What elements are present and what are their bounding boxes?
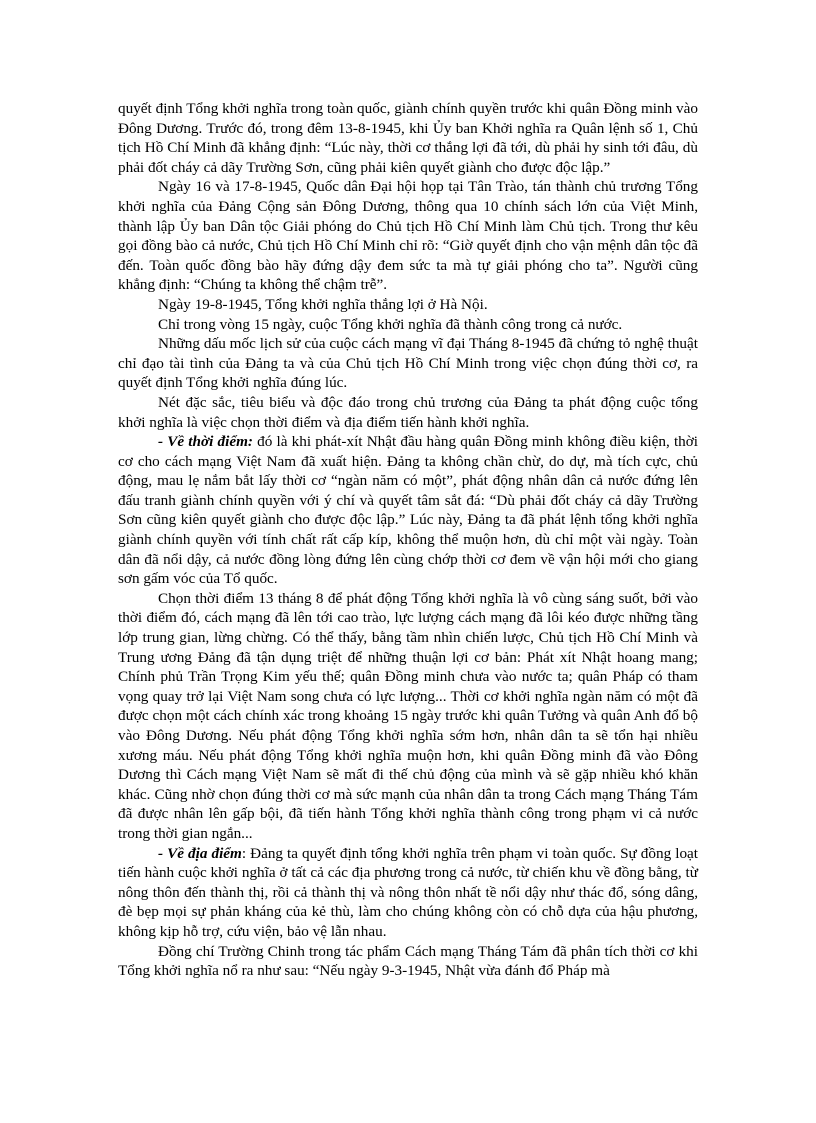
paragraph-1-text: quyết định Tổng khởi nghĩa trong toàn quốc, giành chính quyền trước khi quân Đồng minh vào Đông Dương. Trước đó, trong đêm 13-8-1945, khi Ủy ban Khởi nghĩa ra Quân lệnh số 1, Chủ tịch Hồ Chí Minh đã khẳng định: “Lúc này, thời cơ thắng lợi đã tới, dù phải hy sinh tới đâu, dù phải đốt cháy cả dãy Trường Sơn, cũng phải kiên quyết giành cho được độc lập.” <box>118 100 698 176</box>
paragraph-2-text: Ngày 16 và 17-8-1945, Quốc dân Đại hội họp tại Tân Trào, tán thành chủ trương Tổng khởi nghĩa của Đảng Cộng sản Đông Dương, thông qua 10 chính sách lớn của Việt Minh, thành lập Ủy ban Dân tộc Giải phóng do Chủ tịch Hồ Chí Minh làm Chủ tịch. Trong thư kêu gọi đồng bào cả nước, Chủ tịch Hồ Chí Minh chỉ rõ: “Giờ quyết định cho vận mệnh dân tộc đã đến. Toàn quốc đồng bào hãy đứng dậy đem sức ta mà tự giải phóng cho ta”. Người cũng khẳng định: “Chúng ta không thể chậm trễ”. <box>118 178 698 294</box>
paragraph-7-lead: - Về thời điểm: <box>158 433 253 451</box>
paragraph-3-text: Ngày 19-8-1945, Tổng khởi nghĩa thắng lợi ở Hà Nội. <box>158 295 488 313</box>
paragraph-5-text: Những dấu mốc lịch sử của cuộc cách mạng vĩ đại Tháng 8-1945 đã chứng tỏ nghệ thuật chỉ đạo tài tình của Đảng ta và của Chủ tịch Hồ Chí Minh trong việc chọn đúng thời cơ, ra quyết định Tổng khởi nghĩa đúng lúc. <box>118 335 698 392</box>
paragraph-8 <box>118 589 698 844</box>
paragraph-4 <box>118 315 698 335</box>
paragraph-2 <box>118 177 698 295</box>
paragraph-1 <box>118 99 698 177</box>
paragraph-7 <box>118 432 698 589</box>
paragraph-9 <box>118 844 698 942</box>
paragraph-10-text: Đồng chí Trường Chinh trong tác phẩm Cách mạng Tháng Tám đã phân tích thời cơ khi Tổng khởi nghĩa nổ ra như sau: “Nếu ngày 9-3-1945, Nhật vừa đánh đổ Pháp mà <box>118 942 698 980</box>
paragraph-8-text: Chọn thời điểm 13 tháng 8 để phát động Tổng khởi nghĩa là vô cùng sáng suốt, bởi vào thời điểm đó, cách mạng đã lên tới cao trào, lực lượng cách mạng đã lôi kéo được những tầng lớp trung gian, lừng chừng. Có thể thấy, bằng tầm nhìn chiến lược, Chủ tịch Hồ Chí Minh và Trung ương Đảng đã tận dụng triệt để những thuận lợi cơ bản: Phát xít Nhật hoang mang; Chính phủ Trần Trọng Kim yếu thế; quân Đồng minh chưa vào nước ta; quân Pháp có tham vọng quay trở lại Việt Nam song chưa có lực lượng... Thời cơ khởi nghĩa ngàn năm có một đã được chọn một cách chính xác trong khoảng 15 ngày trước khi quân Tưởng và quân Anh đổ bộ vào Đông Dương. Nếu phát động Tổng khởi nghĩa sớm hơn, nhân dân ta sẽ tổn hại nhiều xương máu. Nếu phát động Tổng khởi nghĩa muộn hơn, khi quân Đồng minh đã vào Đông Dương thì Cách mạng Việt Nam sẽ mất đi thế chủ động của mình và sẽ gặp nhiều khó khăn khác. Cũng nhờ chọn đúng thời cơ mà sức mạnh của nhân dân ta trong Cách mạng Tháng Tám đã được nhân lên gấp bội, đã tiến hành Tổng khởi nghĩa thành công trong phạm vi cả nước trong thời gian ngắn... <box>118 589 698 842</box>
paragraph-6-text: Nét đặc sắc, tiêu biểu và độc đáo trong chủ trương của Đảng ta phát động cuộc tổng khởi nghĩa là việc chọn thời điểm và địa điểm tiến hành khởi nghĩa. <box>118 393 698 431</box>
paragraph-9-text: : Đảng ta quyết định tổng khởi nghĩa trên phạm vi toàn quốc. Sự đồng loạt tiến hành cuộc khởi nghĩa ở tất cả các địa phương trong cả nước, từ chiến khu về đồng bằng, từ nông thôn đến thành thị, rồi cả thành thị và nông thôn nhất tề nổi dậy như thác đổ, sóng dâng, đè bẹp mọi sự phản kháng của kẻ thù, làm cho chúng không còn có chỗ dựa của hậu phương, không kịp hỗ trợ, cứu viện, bảo vệ lẫn nhau. <box>118 844 698 940</box>
paragraph-7-text: đó là khi phát-xít Nhật đầu hàng quân Đồng minh không điều kiện, thời cơ cho cách mạng Việt Nam đã xuất hiện. Đảng ta không chần chừ, do dự, mà tích cực, chủ động, mau lẹ nắm bắt lấy thời cơ “ngàn năm có một”, phát động nhân dân cả nước đứng lên đấu tranh giành chính quyền với ý chí và quyết tâm sắt đá: “Dù phải đốt cháy cả dãy Trường Sơn cũng kiên quyết giành cho được độc lập.” Lúc này, Đảng ta đã phát lệnh tổng khởi nghĩa giành chính quyền với tính chất rất cấp kíp, không thể muộn hơn, dù chỉ một vài ngày. Toàn dân đã nổi dậy, cả nước đồng lòng đứng lên cùng chớp thời cơ đem về vận hội mới cho giang sơn gấm vóc của Tổ quốc. <box>118 433 699 588</box>
paragraph-6 <box>118 393 698 432</box>
document-page <box>118 99 698 981</box>
paragraph-9-lead: - Về địa điểm <box>158 844 242 862</box>
paragraph-5 <box>118 334 698 393</box>
paragraph-3 <box>118 295 698 315</box>
paragraph-10 <box>118 942 698 981</box>
paragraph-4-text: Chỉ trong vòng 15 ngày, cuộc Tổng khởi nghĩa đã thành công trong cả nước. <box>158 315 623 333</box>
